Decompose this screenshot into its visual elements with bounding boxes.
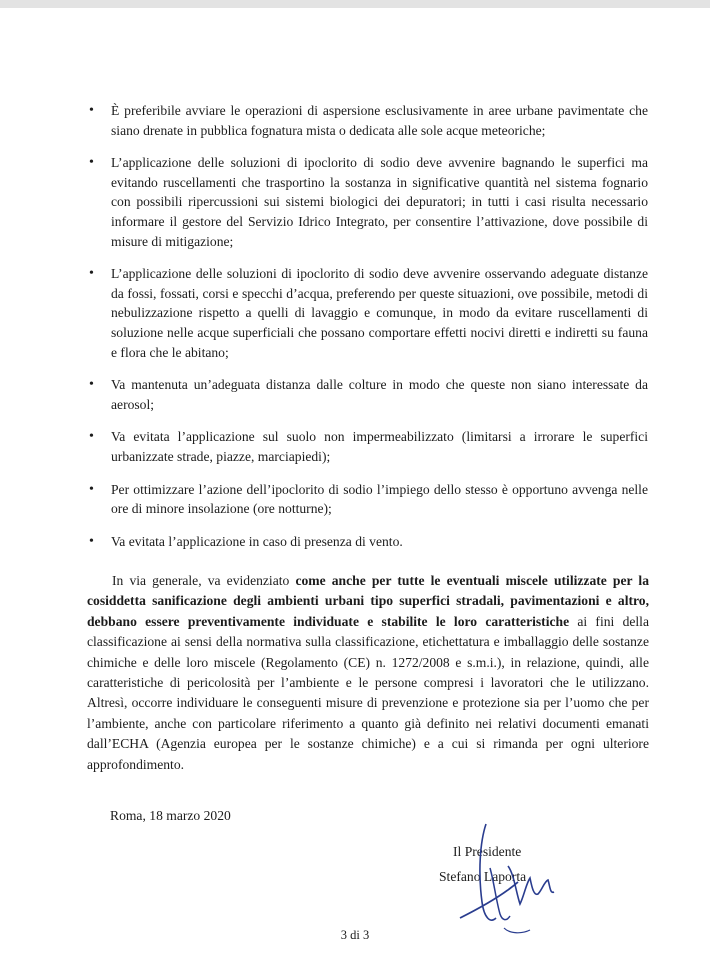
list-item: • Va evitata l’applicazione in caso di presenza di vento.: [88, 532, 648, 552]
signatory-role: Il Presidente: [453, 844, 522, 859]
body-paragraph: [87, 571, 649, 775]
list-item: • Va mantenuta un’adeguata distanza dalle colture in modo che queste non siano interessate da aerosol;: [88, 375, 648, 414]
bullet-list: [88, 101, 648, 564]
list-item: • L’applicazione delle soluzioni di ipoclorito di sodio deve avvenire osservando adeguate distanze da fossi, fossati, corsi e specchi d’acqua, preferendo per queste situazioni, ove possibile, metodi di nebulizzazione rispetto a quelli di lavaggio e comunque, in modo da evitare ruscellamenti di soluzione nelle acque superficiali che possano comportare effetti nocivi diretti e indiretti su fauna e flora che le abitano;: [88, 264, 648, 362]
top-toolbar-strip: [0, 0, 710, 8]
signatory-name: Stefano Laporta: [439, 869, 527, 884]
list-item: • L’applicazione delle soluzioni di ipoclorito di sodio deve avvenire bagnando le superfici ma evitando ruscellamenti che trasportino la sostanza in significative quantità nel sistema fognario con possibili ripercussioni sui sistemi biologici dei depuratori; in tutti i casi risulta necessario informare il gestore del Servizio Idrico Integrato, per consentire l’attivazione, dove possibile di misure di mitigazione;: [88, 153, 648, 251]
document-date: Roma, 18 marzo 2020: [110, 808, 231, 823]
list-item: • È preferibile avviare le operazioni di aspersione esclusivamente in aree urbane pavimentate che siano drenate in pubblica fognatura mista o dedicata alle sole acque meteoriche;: [88, 101, 648, 140]
page-number: 3 di 3: [340, 928, 370, 942]
list-item: • Per ottimizzare l’azione dell’ipoclorito di sodio l’impiego dello stesso è opportuno avvenga nelle ore di minore insolazione (ore notturne);: [88, 480, 648, 519]
list-item: • Va evitata l’applicazione sul suolo non impermeabilizzato (limitarsi a irrorare le superfici urbanizzate strade, piazze, marciapiedi);: [88, 427, 648, 466]
paragraph-intro: In via generale, va evidenziato: [112, 573, 296, 588]
paragraph-rest: ai fini della classificazione ai sensi della normativa sulla classificazione, etichettatura e imballaggio delle sostanze chimiche e delle loro miscele (Regolamento (CE) n. 1272/2008 e s.m.i.), in relazione, quindi, alle caratteristiche di pericolosità per l’ambiente e le persone compresi i lavoratori che le utilizzano. Altresì, occorre individuare le conseguenti misure di prevenzione e protezione sia per l’uomo che per l’ambiente, anche con particolare riferimento a quanto già definito nei relativi documenti emanati dall’ECHA (Agenzia europea per le sostanze chimiche) e a cui si rimanda per ogni ulteriore approfondimento.: [87, 613, 649, 772]
paragraph-bold: come anche per tutte le eventuali miscele utilizzate per la cosiddetta sanificazione degli ambienti urbani tipo superfici stradali, pavimentazioni e altro, debbano essere preventivamente individuate e stabilite le loro caratteristiche: [87, 573, 649, 629]
handwritten-signature: [450, 822, 570, 942]
